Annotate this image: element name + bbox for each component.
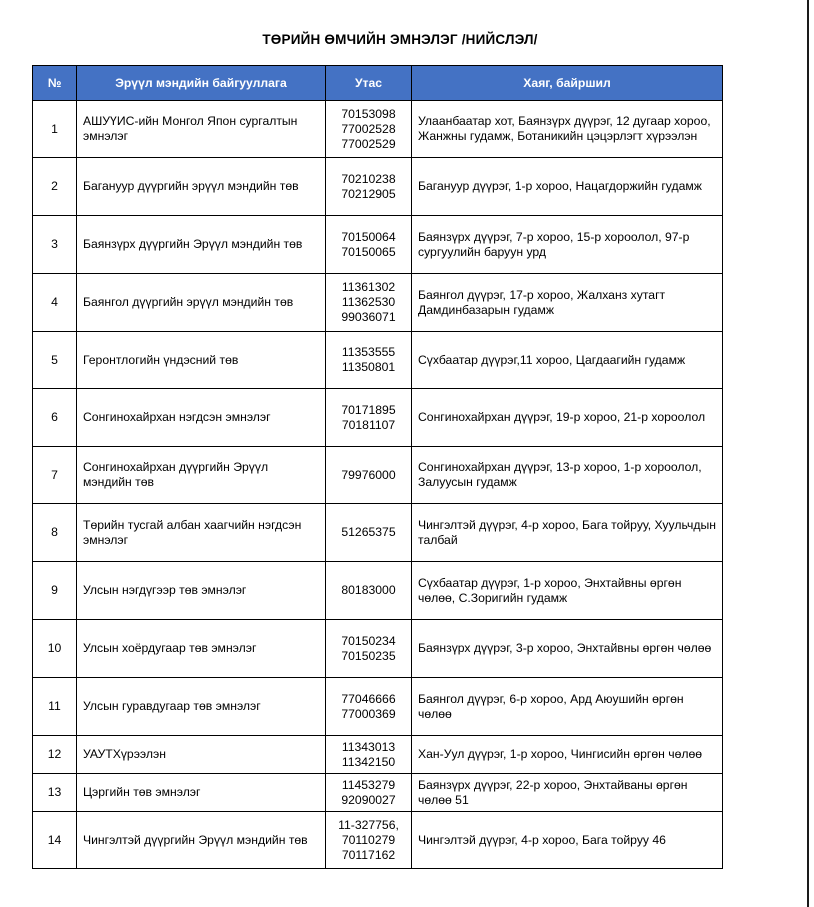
table-row [33,101,723,158]
row-number: 12 [33,736,77,774]
table-row [33,447,723,504]
column-header-address: Хаяг, байршил [412,66,723,101]
phone-cell [326,447,412,504]
organization-name: Геронтлогийн үндэсний төв [77,332,326,389]
phone-number: 11453279 [341,777,396,792]
phone-number: 77000369 [341,706,396,721]
row-number: 10 [33,620,77,678]
organization-name: Багануур дүүргийн эрүүл мэндийн төв [77,158,326,216]
row-number: 9 [33,562,77,620]
address: Баянзүрх дүүрэг, 3-р хороо, Энхтайвны өргөн чөлөө [412,620,723,678]
table-row [33,812,723,869]
address: Сүхбаатар дүүрэг,11 хороо, Цагдаагийн гудамж [412,332,723,389]
table-row [33,332,723,389]
phone-number: 11353555 [341,345,396,359]
row-number: 7 [33,447,77,504]
row-number: 3 [33,216,77,274]
row-number: 8 [33,504,77,562]
phone-number: 77002528 [341,121,396,136]
phone-cell [326,101,412,158]
column-header-number: № [33,66,77,101]
phone-number: 70150064 [341,229,396,244]
phone-number: 70117162 [341,847,396,862]
table-row [33,504,723,562]
phone-number: 70171895 [341,402,396,417]
phone-cell [326,504,412,562]
phone-number: 70150065 [341,244,396,259]
phone-cell [326,389,412,447]
phone-number: 70153098 [341,106,396,121]
address: Чингэлтэй дүүрэг, 4-р хороо, Бага тойруу, Хуульчдын талбай [412,504,723,562]
phone-number: 11350801 [341,360,396,374]
address: Баянзүрх дүүрэг, 22-р хороо, Энхтайваны өргөн чөлөө 51 [412,774,723,812]
organization-name: Цэргийн төв эмнэлэг [77,774,326,812]
address: Баянгол дүүрэг, 6-р хороо, Ард Аюушийн өргөн чөлөө [412,678,723,736]
organization-name: Төрийн тусгай албан хаагчийн нэгдсэн эмнэлэг [77,504,326,562]
address: Багануур дүүрэг, 1-р хороо, Нацагдоржийн гудамж [412,158,723,216]
organization-name: Баянзүрх дүүргийн Эрүүл мэндийн төв [77,216,326,274]
table-row [33,216,723,274]
table-row [33,774,723,812]
table-row [33,736,723,774]
row-number: 2 [33,158,77,216]
phone-number: 11342150 [341,754,396,769]
row-number: 4 [33,274,77,332]
organization-name: Чингэлтэй дүүргийн Эрүүл мэндийн төв [77,812,326,869]
document-title: ТӨРИЙН ӨМЧИЙН ЭМНЭЛЭГ /НИЙСЛЭЛ/ [262,32,538,47]
organization-name: Улсын хоёрдугаар төв эмнэлэг [77,620,326,678]
table-row [33,620,723,678]
organization-name: Улсын нэгдүгээр төв эмнэлэг [77,562,326,620]
phone-cell [326,216,412,274]
phone-number: 80183000 [341,583,396,597]
table-row [33,274,723,332]
address: Улаанбаатар хот, Баянзүрх дүүрэг, 12 дугаар хороо, Жанжны гудамж, Ботаникийн цэцэрлэгт хүрээлэн [412,101,723,158]
organization-name: Сонгинохайрхан нэгдсэн эмнэлэг [77,389,326,447]
address: Хан-Уул дүүрэг, 1-р хороо, Чингисийн өргөн чөлөө [412,736,723,774]
table-row [33,389,723,447]
row-number: 11 [33,678,77,736]
phone-cell [326,332,412,389]
page-edge-divider [807,0,809,907]
table-row [33,562,723,620]
address: Сонгинохайрхан дүүрэг, 13-р хороо, 1-р хороолол, Залуусын гудамж [412,447,723,504]
phone-number: 79976000 [341,467,396,482]
address: Сүхбаатар дүүрэг, 1-р хороо, Энхтайвны өргөн чөлөө, С.Зоригийн гудамж [412,562,723,620]
organization-name: Баянгол дүүргийн эрүүл мэндийн төв [77,274,326,332]
phone-number: 99036071 [341,310,396,324]
row-number: 14 [33,812,77,869]
phone-number: 70150234 [341,633,396,648]
row-number: 5 [33,332,77,389]
phone-number: 51265375 [341,525,396,539]
phone-number: 70212905 [341,186,396,201]
table-row [33,678,723,736]
phone-number: 11361302 [341,280,396,294]
phone-cell [326,562,412,620]
table-header-row [33,66,723,101]
row-number: 13 [33,774,77,812]
phone-cell [326,736,412,774]
phone-number: 77046666 [341,691,396,706]
phone-number: 11-327756, [338,817,399,832]
address: Чингэлтэй дүүрэг, 4-р хороо, Бага тойруу 46 [412,812,723,869]
phone-number: 92090027 [341,792,396,807]
phone-cell [326,812,412,869]
table-body [33,101,723,869]
row-number: 1 [33,101,77,158]
table-row [33,158,723,216]
phone-number: 70150235 [341,648,396,663]
address: Сонгинохайрхан дүүрэг, 19-р хороо, 21-р хороолол [412,389,723,447]
hospital-table [32,65,723,869]
organization-name: Сонгинохайрхан дүүргийн Эрүүл мэндийн төв [77,447,326,504]
phone-number: 70110279 [341,832,396,847]
phone-cell [326,678,412,736]
row-number: 6 [33,389,77,447]
address: Баянгол дүүрэг, 17-р хороо, Жалханз хутагт Дамдинбазарын гудамж [412,274,723,332]
organization-name: Улсын гуравдугаар төв эмнэлэг [77,678,326,736]
organization-name: УАУТХүрээлэн [77,736,326,774]
phone-number: 11362530 [341,295,396,309]
phone-cell [326,774,412,812]
phone-cell [326,620,412,678]
column-header-organization: Эрүүл мэндийн байгууллага [77,66,326,101]
phone-number: 70181107 [341,417,396,432]
column-header-phone: Утас [326,66,412,101]
phone-cell [326,274,412,332]
phone-cell [326,158,412,216]
organization-name: АШУҮИС-ийн Монгол Япон сургалтын эмнэлэг [77,101,326,158]
phone-number: 11343013 [341,739,396,754]
address: Баянзүрх дүүрэг, 7-р хороо, 15-р хороолол, 97-р сургуулийн баруун урд [412,216,723,274]
phone-number: 77002529 [341,136,396,151]
phone-number: 70210238 [341,171,396,186]
